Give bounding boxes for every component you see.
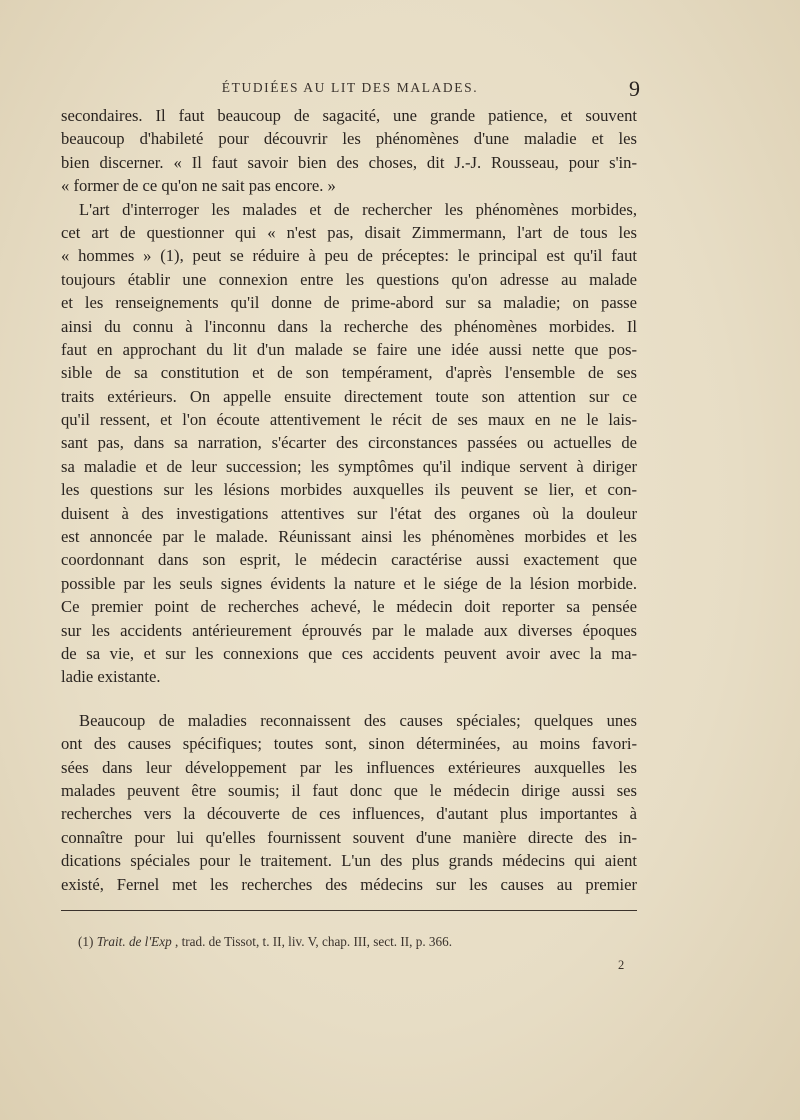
text-line: ont des causes spécifiques; toutes sont, sinon déterminées, au moins favori- bbox=[61, 734, 637, 754]
text-line: recherches vers la découverte de ces influences, d'autant plus importantes à bbox=[61, 804, 637, 824]
text-line: sur les accidents antérieurement éprouvés par le malade aux diverses époques bbox=[61, 620, 637, 640]
page-number: 9 bbox=[629, 76, 640, 101]
running-title: ÉTUDIÉES AU LIT DES MALADES. bbox=[221, 80, 479, 95]
text-line: sant pas, dans sa narration, s'écarter des circonstances passées ou actuelles de bbox=[61, 433, 637, 453]
text-line: et les renseignements qu'il donne de prime-abord sur sa maladie; on passe bbox=[61, 293, 637, 313]
text-line: duisent à des investigations attentives sur l'état des organes où la douleur bbox=[61, 503, 637, 523]
text-line: sées dans leur développement par les influences extérieures auxquelles les bbox=[61, 757, 637, 777]
text-line: L'art d'interroger les malades et de rechercher les phénomènes morbides, bbox=[79, 199, 637, 219]
text-line: cet art de questionner qui « n'est pas, disait Zimmermann, l'art de tous les bbox=[61, 222, 637, 242]
signature-mark: 2 bbox=[618, 958, 625, 972]
footnote-title: Trait. de l'Exp bbox=[96, 934, 172, 949]
text-line: possible par les seuls signes évidents la nature et le siége de la lésion morbide. bbox=[61, 573, 637, 593]
text-line: Ce premier point de recherches achevé, le médecin doit reporter sa pensée bbox=[61, 597, 637, 617]
text-line: sa maladie et de leur succession; les symptômes qu'il indique servent à diriger bbox=[61, 456, 637, 476]
text-line: sible de sa constitution et de son tempérament, d'après l'ensemble de ses bbox=[61, 363, 637, 383]
text-line: coordonnant dans son esprit, le médecin caractérise aussi exactement que bbox=[61, 550, 637, 570]
text-line: les questions sur les lésions morbides auxquelles ils peuvent se lier, et con- bbox=[61, 480, 637, 500]
text-line: malades peuvent être soumis; il faut donc que le médecin dirige aussi ses bbox=[61, 780, 637, 800]
footnote-citation: , trad. de Tissot, t. II, liv. V, chap. III, sect. II, p. 366. bbox=[174, 934, 452, 949]
paragraph-gap bbox=[61, 689, 637, 709]
text-line: bien discerner. « Il faut savoir bien des choses, dit J.-J. Rousseau, pour s'in- bbox=[61, 152, 637, 172]
text-line: secondaires. Il faut beaucoup de sagacité, une grande patience, et souvent bbox=[61, 106, 637, 125]
text-line: dications spéciales pour le traitement. L'un des plus grands médecins qui aient bbox=[61, 851, 637, 871]
text-line: de sa vie, et sur les connexions que ces accidents peuvent avoir avec la ma- bbox=[61, 643, 637, 663]
page-header bbox=[60, 76, 640, 102]
text-line: faut en approchant du lit d'un malade se faire une idée aussi nette que pos- bbox=[61, 339, 637, 359]
text-line: ladie existante. bbox=[61, 667, 161, 687]
text-line: connaître pour lui qu'elles fournissent souvent d'une manière directe des in- bbox=[61, 827, 637, 847]
text-line: toujours établir une connexion entre les questions qu'on adresse au malade bbox=[61, 269, 637, 289]
text-line: traits extérieurs. On appelle ensuite directement toute son attention sur ce bbox=[61, 386, 637, 406]
text-line: « former de ce qu'on ne sait pas encore. » bbox=[61, 176, 336, 196]
text-line: qu'il ressent, et l'on écoute attentivement le récit de ses maux en ne le lais- bbox=[61, 410, 637, 430]
text-line: « hommes » (1), peut se réduire à peu de préceptes: le principal est qu'il faut bbox=[61, 246, 637, 266]
text-line: existé, Fernel met les recherches des médecins sur les causes au premier bbox=[61, 874, 637, 894]
footnote-marker: (1) bbox=[78, 934, 94, 949]
text-line: Beaucoup de maladies reconnaissent des causes spéciales; quelques unes bbox=[79, 710, 637, 730]
footnote-divider bbox=[61, 910, 637, 911]
text-line: ainsi du connu à l'inconnu dans la recherche des phénomènes morbides. Il bbox=[61, 316, 637, 336]
footnote bbox=[78, 934, 638, 950]
text-line: beaucoup d'habileté pour découvrir les phénomènes d'une maladie et les bbox=[61, 129, 637, 149]
text-line: est annoncée par le malade. Réunissant ainsi les phénomènes morbides et les bbox=[61, 527, 637, 547]
body-text bbox=[61, 104, 637, 896]
